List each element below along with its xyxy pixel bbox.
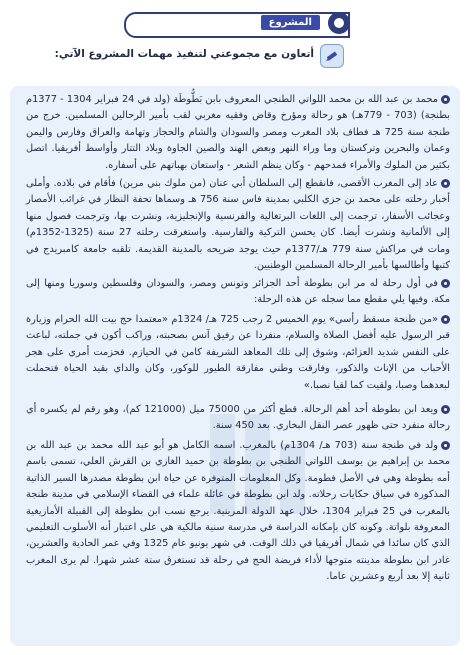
bullet-icon [441,315,450,324]
paragraph-text: «من طنجة مسقط رأسي» يوم الخميس 2 رجب 725 هـ/ 1324م «معتمدا حج بيت الله الحرام وزيارة قبر الرسول عليه أفضل الصلاة والسلام، منفردا عن رفيق آنس بصحبته، وراكب أكون في جملته، لباعث على النفس شديد العزائم، وشوق إلى تلك المعاهد الشريفة كامن في الحيازم. فحزمت أمري على هجر الأحباب من الإناث والذكور، وفارقت وطني مفارقة الطيور للوكور، وكان والداي بقيد الحياة فتحملت لبعدهما وصبا، ولقيت كما لقيا نصبا.» [26,314,450,391]
paragraph-text: ويعد ابن بطوطة أحد أهم الرحالة. قطع أكثر من 75000 ميل (121000 كم)، وهو رقم لم يكسره أي رحالة منفرد حتى ظهور عصر النقل البخاري. بعد 450 سنة. [26,404,450,432]
section-header-tab [124,12,350,38]
paragraph-text: عاد إلى المغرب الأقصى، فانقطع إلى السلطان أبي عنان (من ملوك بني مرين) فأقام في بلاده. وأملى أخبار رحلته على محمد بن جزي الكلبي بمدينة فاس سنة 756 هـ وسماها تحفة النظار في غرائب الأمصار وعجائب الأسفار، ترجمت إلى اللغات البرتغالية والفرنسية والإنجليزية، ونشرت بها، وترجمت فصول منها إلى الألمانية ونشرت أيضا. كان يحسن التركية والفارسية. واستغرقت رحلته 27 سنة (1325-1352م) ومات في مراكش سنة 779 هـ/1377م حيث يوجد ضريحه بالمدينة القديمة. تلقبه جامعة كامبريدج في كتبها وأطالسها بأمير الرحالة المسلمين الوطنيين. [26,178,451,272]
paragraph-5 [26,402,450,435]
pencil-icon [320,44,344,68]
bullet-icon [441,441,450,450]
task-title: أتعاون مع مجموعتي لتنفيذ مهمات المشروع الآتي: [54,48,314,60]
paragraph-6 [26,438,450,586]
bullet-icon [441,95,450,104]
bullet-icon [441,405,450,414]
paragraph-2 [26,176,450,274]
paragraph-text: محمد بن عبد الله بن محمد اللواتي الطنجي المعروف بابن بَطُّوطَة (ولد في 24 فبراير 1304 - 1377م بطنجة) (703 - 779هـ) هو رحالة ومؤرخ وقاض وفقيه مغربي لقب بأمير الرحالين المسلمين. خرج من طنجة سنة 725 هـ فطاف بلاد المغرب ومصر والسودان والشام والحجاز وتهامة والعراق وفارس واليمن وعمان والبحرين وتركستان وما وراء النهر وبعض الهند والصين الجاوة وبلاد التتار وأواسط أفريقيا. اتصل بكثير من الملوك والأمراء فمدحهم - وكان ينظم الشعر - واستعان بهباتهم على أسفاره. [26,94,451,171]
header-circle-icon [328,12,350,34]
bullet-icon [441,179,450,188]
paragraph-3 [26,276,450,309]
paragraph-4-quote [26,312,450,394]
paragraph-text: ولد في طنجة سنة (703 هـ/ 1304م) بالمغرب. اسمه الكامل هو أبو عبد الله محمد بن عبد الله بن محمد بن إبراهيم بن يوسف اللواتي الطنجي بن بطوطة بن حميد الغازي بن القرش العلي، تسمى باسم أمه بطوطة وهي في الأصل فطومة. وكل المعلومات المتوفرة عن حياة ابن بطوطة مصدرها السير الذاتية المذكورة في سياق حكايات رحلاته. ولد ابن بطوطة في عائلة علماء في القضاء الإسلامي في مدينة طنجة بالمغرب في 25 فبراير 1304، خلال عهد الدولة المرينية. يرجع نسب ابن بطوطة إلى القبيلة الأمازيغية المعروفة بلواتة. وكونه كان بإمكانه الدراسة في مدرسة سنية مالكية هي على اعتبار أنه الأسلوب التعليمي الذي كان سائدا في شمال أفريقيا في ذلك الوقت. في شهر يونيو عام 1325 وفي عمر الحادية والعشرين، غادر ابن بطوطة مدينته متوجها لأداء فريضة الحج في رحلة قد تستغرق ستة عشر شهرا. لم يرى المغرب ثانية إلا بعد أربع وعشرين عاما. [26,440,451,583]
paragraph-text: في أول رحلة له مر ابن بطوطة أحد الجزائر وتونس ومصر، والسودان وفلسطين وسوريا ومنها إلى مكة. وفيها يلي مقطع مما سجله عن هذه الرحلة: [26,278,450,306]
content-panel [10,86,460,646]
paragraph-1 [26,92,450,174]
section-label: المشروع [261,15,320,30]
bullet-icon [441,279,450,288]
